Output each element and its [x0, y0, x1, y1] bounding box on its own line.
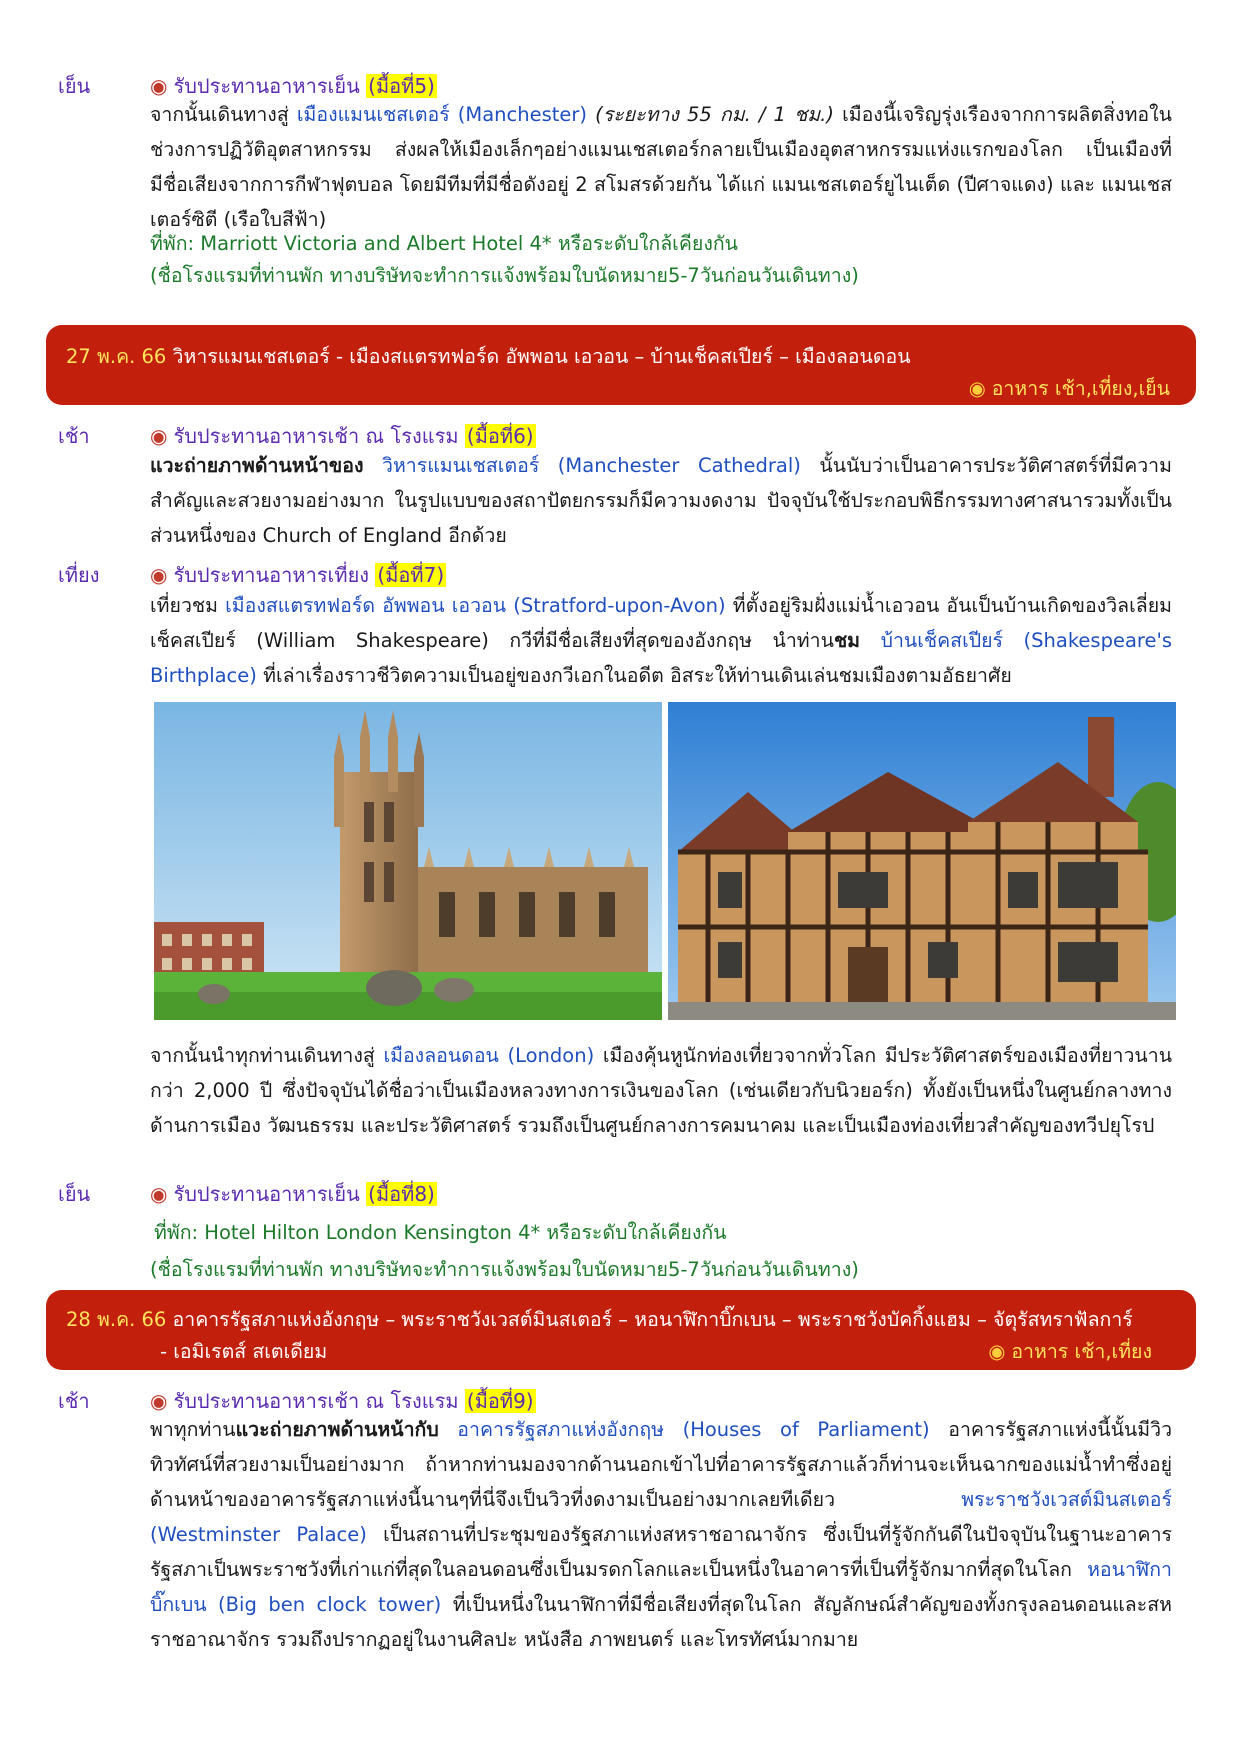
morning-label: เช้า	[58, 424, 90, 448]
text: นั้นนับว่าเป็นอาคารประวัติศาสตร์ที่มีความสำคัญและสวยงามอย่างมาก ในรูปแบบของสถาปัตยกรรมก็มีความงดงาม ปัจจุบันใช้ประกอบพิธีกรรมทางศาสนารวมทั้งเป็นส่วนหนึ่งของ Church of England อีกด้วย	[150, 454, 1172, 547]
meal-text: รับประทานอาหารเย็น	[173, 1182, 360, 1206]
hotel-note: (ชื่อโรงแรมที่ท่านพัก ทางบริษัทจะทำการแจ้งพร้อมใบนัดหมาย5-7วันก่อนวันเดินทาง)	[150, 1258, 859, 1281]
stratford-paragraph	[150, 588, 1172, 693]
london-link: เมืองลอนดอน (London)	[383, 1044, 595, 1067]
banner-route: วิหารแมนเชสเตอร์ - เมืองสแตรทฟอร์ด อัพพอน เอวอน – บ้านเช็คสเปียร์ – เมืองลอนดอน	[172, 345, 911, 368]
manchester-link: เมืองแมนเชสเตอร์ (Manchester)	[296, 103, 588, 126]
parliament-link: อาคารรัฐสภาแห่งอังกฤษ (Houses of Parliament)	[457, 1418, 930, 1441]
london-paragraph	[150, 1038, 1172, 1143]
morning-label: เช้า	[58, 1389, 90, 1413]
dinner-label: เย็น	[58, 74, 91, 98]
banner-meals	[969, 373, 1170, 404]
lunch-label: เที่ยง	[58, 563, 100, 587]
banner-meals	[988, 1336, 1152, 1367]
day-banner-27	[46, 325, 1196, 405]
manchester-cathedral-photo	[154, 702, 662, 1020]
meal-text: รับประทานอาหารเที่ยง	[173, 563, 370, 587]
text: เที่ยวชม	[150, 594, 218, 617]
banner-route: อาคารรัฐสภาแห่งอังกฤษ – พระราชวังเวสต์มินสเตอร์ – หอนาฬิกาบิ๊กเบน – พระราชวังบัคกิ้งแฮม – จัตุรัสทราฟัลการ์	[172, 1308, 1133, 1331]
cathedral-link: วิหารแมนเชสเตอร์ (Manchester Cathedral)	[382, 454, 801, 477]
hotel-note: (ชื่อโรงแรมที่ท่านพัก ทางบริษัทจะทำการแจ้งพร้อมใบนัดหมาย5-7วันก่อนวันเดินทาง)	[150, 264, 859, 287]
plate-icon: ◉	[988, 1340, 1006, 1363]
day-banner-28	[46, 1290, 1196, 1370]
plate-icon: ◉	[968, 377, 986, 400]
lunch-meal	[150, 559, 446, 591]
bold-text: ชม	[833, 629, 861, 652]
meal-number: (มื้อที่6)	[466, 424, 534, 448]
banner-date: 27 พ.ค. 66	[66, 345, 167, 368]
text: จากนั้นเดินทางสู่	[150, 103, 289, 126]
banner-route-2: - เอมิเรตส์ สเตเดียม	[160, 1340, 328, 1363]
text: ที่เล่าเรื่องราวชีวิตความเป็นอยู่ของกวีเอกในอดีต อิสระให้ท่านเดินเล่นชมเมืองตามอัธยาศัย	[263, 664, 1012, 687]
banner-date: 28 พ.ค. 66	[66, 1308, 167, 1331]
text: ที่ตั้งอยู่ริมฝั่งแม่น้ำเอวอน อันเป็นบ้านเกิดของวิลเลี่ยม เช็คสเปียร์ (William Shakespeare) กวีที่มีชื่อเสียงที่สุดของอังกฤษ นำท่าน	[150, 594, 1172, 652]
meal-text: รับประทานอาหารเช้า ณ โรงแรม	[173, 1389, 459, 1413]
meal-text: รับประทานอาหารเช้า ณ โรงแรม	[173, 424, 459, 448]
westminster-link: พระราชวังเวสต์มินสเตอร์ (Westminster Palace)	[150, 1488, 1172, 1546]
bold-text: แวะถ่ายภาพด้านหน้าของ	[150, 454, 364, 477]
plate-icon: ◉	[150, 1389, 168, 1413]
bold-text: แวะถ่ายภาพด้านหน้ากับ	[235, 1418, 439, 1441]
dinner-meal	[150, 1178, 437, 1210]
distance-note: (ระยะทาง 55 กม. / 1 ชม.)	[595, 103, 834, 126]
hotel-line: ที่พัก: Hotel Hilton London Kensington 4* หรือระดับใกล้เคียงกัน	[154, 1221, 727, 1244]
meal-number: (มื้อที่5)	[368, 74, 435, 98]
text: เป็นสถานที่ประชุมของรัฐสภาแห่งสหราชอาณาจักร ซึ่งเป็นที่รู้จักกันดีในปัจจุบันในฐานะอาคารรัฐสภาเป็นพระราชวังที่เก่าแก่ที่สุดในลอนดอนซึ่งเป็นมรดกโลกและเป็นหนึ่งในอาคารที่เป็นที่รู้จักมากที่สุดในโลก	[150, 1523, 1172, 1581]
meals-text: อาหาร เช้า,เที่ยง,เย็น	[991, 377, 1170, 400]
meal-number: (มื้อที่7)	[377, 563, 445, 587]
text: ที่เป็นหนึ่งในนาฬิกาที่มีชื่อเสียงที่สุดในโลก สัญลักษณ์สำคัญของทั้งกรุงลอนดอนและสหราชอาณาจักร รวมถึงปรากฏอยู่ในงานศิลปะ หนังสือ ภาพยนตร์ และโทรทัศน์มากมาย	[150, 1593, 1172, 1651]
plate-icon: ◉	[150, 424, 168, 448]
meal-number: (มื้อที่9)	[466, 1389, 534, 1413]
meal-number: (มื้อที่8)	[368, 1182, 435, 1206]
hotel-line: ที่พัก: Marriott Victoria and Albert Hotel 4* หรือระดับใกล้เคียงกัน	[150, 232, 738, 255]
parliament-paragraph	[150, 1412, 1172, 1657]
manchester-paragraph	[150, 97, 1172, 237]
shakespeare-link: บ้านเช็คสเปียร์ (Shakespeare's Birthplace)	[150, 629, 1173, 687]
text: อาคารรัฐสภาแห่งนี้นั้นมีวิวทิวทัศน์ที่สวยงามเป็นอย่างมาก ถ้าหากท่านมองจากด้านนอกเข้าไปที่อาคารรัฐสภาแล้วก็ท่านจะเห็นฉากของแม่น้ำทำซึ่งอยู่ด้านหน้าของอาคารรัฐสภาแห่งนี้นานๆที่นี่จึงเป็นวิวที่งดงามเป็นอย่างมากเลยทีเดียว	[150, 1418, 1173, 1511]
shakespeare-birthplace-photo	[668, 702, 1176, 1020]
plate-icon: ◉	[150, 74, 168, 98]
plate-icon: ◉	[150, 1182, 168, 1206]
text: จากนั้นนำทุกท่านเดินทางสู่	[150, 1044, 375, 1067]
text: พาทุกท่าน	[150, 1418, 236, 1441]
cathedral-paragraph	[150, 448, 1172, 553]
plate-icon: ◉	[150, 563, 168, 587]
meals-text: อาหาร เช้า,เที่ยง	[1011, 1340, 1152, 1363]
text: เมืองนี้เจริญรุ่งเรืองจากการผลิตสิ่งทอในช่วงการปฏิวัติอุตสาหกรรม ส่งผลให้เมืองเล็กๆอย่างแมนเชสเตอร์กลายเป็นเมืองอุตสาหกรรมแห่งแรกของโลก เป็นเมืองที่มีชื่อเสียงจากการกีฬาฟุตบอล โดยมีทีมที่มีชื่อดังอยู่ 2 สโมสรด้วยกัน ได้แก่ แมนเชสเตอร์ยูไนเต็ด (ปีศาจแดง) และ แมนเชสเตอร์ซิตี (เรือใบสีฟ้า)	[150, 103, 1172, 231]
big-ben-link: หอนาฬิกาบิ๊กเบน (Big ben clock tower)	[150, 1558, 1172, 1616]
stratford-link: เมืองสแตรทฟอร์ด อัพพอน เอวอน (Stratford-upon-Avon)	[225, 594, 726, 617]
meal-text: รับประทานอาหารเย็น	[173, 74, 360, 98]
dinner-label: เย็น	[58, 1182, 91, 1206]
text: เมืองคุ้นหูนักท่องเที่ยวจากทั่วโลก มีประวัติศาสตร์ของเมืองที่ยาวนานกว่า 2,000 ปี ซึ่งปัจจุบันได้ชื่อว่าเป็นเมืองหลวงทางการเงินของโลก (เช่นเดียวกับนิวยอร์ก) ทั้งยังเป็นหนึ่งในศูนย์กลางทางด้านการเมือง วัฒนธรรม และประวัติศาสตร์ รวมถึงเป็นศูนย์กลางการคมนาคม และเป็นเมืองท่องเที่ยวสำคัญของทวีปยุโรป	[150, 1044, 1173, 1137]
